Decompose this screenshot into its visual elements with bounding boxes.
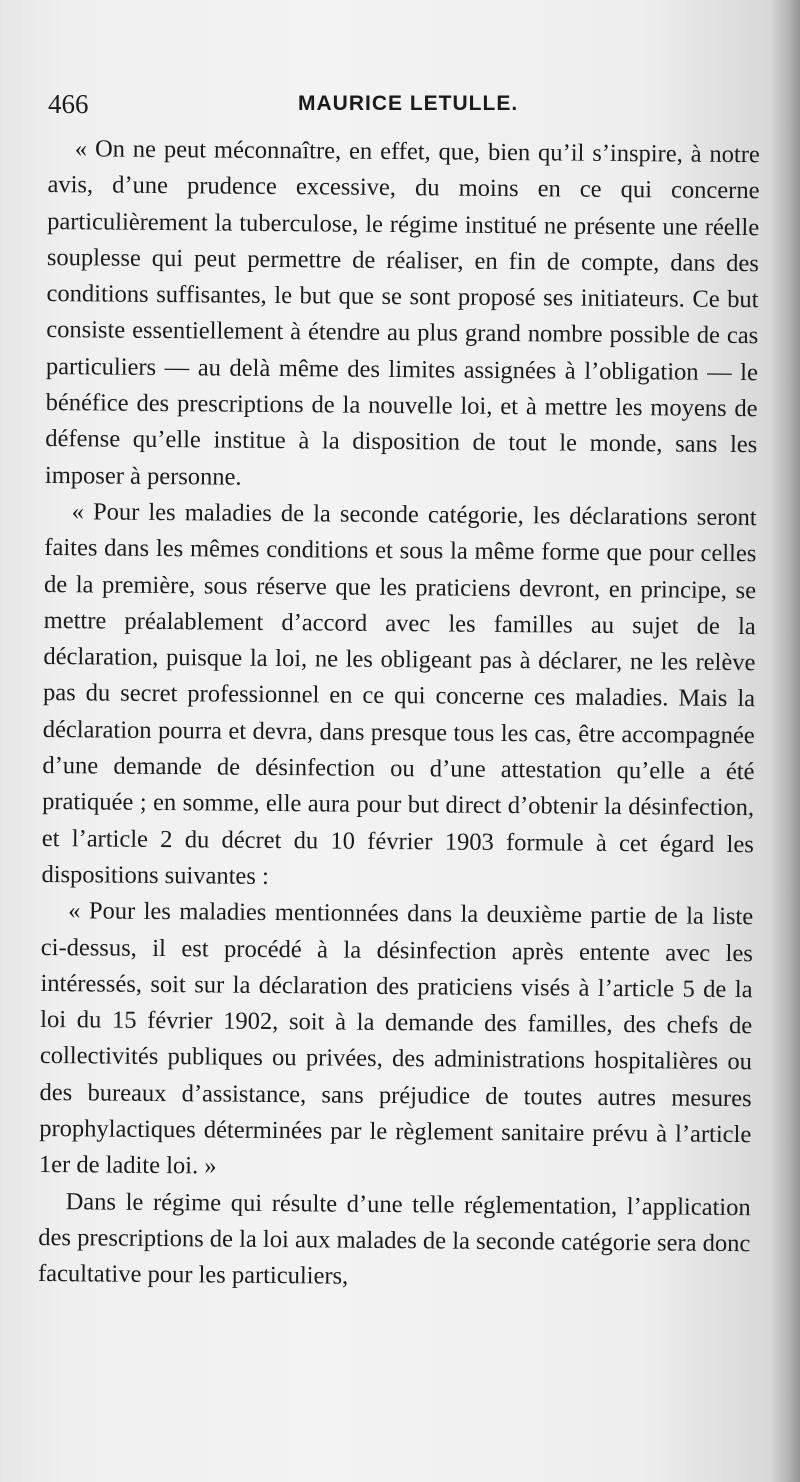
paragraph-2: « Pour les maladies de la seconde catégorie, les déclarations seront faites dans les mêmes conditions et sous la même forme que pour celles de la première, sous réserve que les praticiens devront, en principe, se mettre préalablement d’accord avec les familles au sujet de la déclaration, puisque la loi, ne les obligeant pas à déclarer, ne les relève pas du secret professionnel en ce qui concerne ces maladies. Mais la déclaration pourra et devra, dans presque tous les cas, être accompagnée d’une demande de désinfection ou d’une attestation qu’elle a été pratiquée ; en somme, elle aura pour but direct d’obtenir la désinfection, et l’article 2 du décret du 10 février 1903 formule à cet égard les dispositions suivantes : (41, 498, 757, 890)
paragraph-1: « On ne peut méconnaître, en effet, que, bien qu’il s’inspire, à notre avis, d’une prudence excessive, du moins en ce qui concerne particulièrement la tuberculose, le régime institué ne présente une réelle souplesse qui peut permettre de réaliser, en fin de compte, dans des conditions suffisantes, le but que se sont proposé ses initiateurs. Ce but consiste essentiellement à étendre au plus grand nombre possible de cas particuliers — au delà même des limites assignées à l’obligation — le bénéfice des prescriptions de la nouvelle loi, et à mettre les moyens de défense qu’elle institue à la disposition de tout le monde, sans les imposer à personne. (44, 135, 760, 491)
paragraph-4: Dans le régime qui résulte d’une telle réglementation, l’application des prescriptions de la loi aux malades de la seconde catégorie sera donc facultative pour les particuliers, (37, 1187, 751, 1290)
running-header (48, 86, 748, 122)
running-title: MAURICE LETULLE. (298, 92, 519, 115)
paragraph-3: « Pour les maladies mentionnées dans la deuxième partie de la liste ci-dessus, il est procédé à la désinfection après entente avec les intéressés, soit sur la déclaration des praticiens visés à l’article 5 de la loi du 15 février 1902, soit à la demande des familles, des chefs de collectivités publiques ou privées, des administrations hospitalières ou des bureaux d’assistance, sans préjudice de toutes autres mesures prophylactiques déterminées par le règlement sanitaire prévu à l’article 1er de ladite loi. » (38, 897, 754, 1180)
page-gutter-shadow (772, 0, 800, 1482)
body-text (38, 131, 760, 1299)
page-number: 466 (48, 89, 89, 119)
